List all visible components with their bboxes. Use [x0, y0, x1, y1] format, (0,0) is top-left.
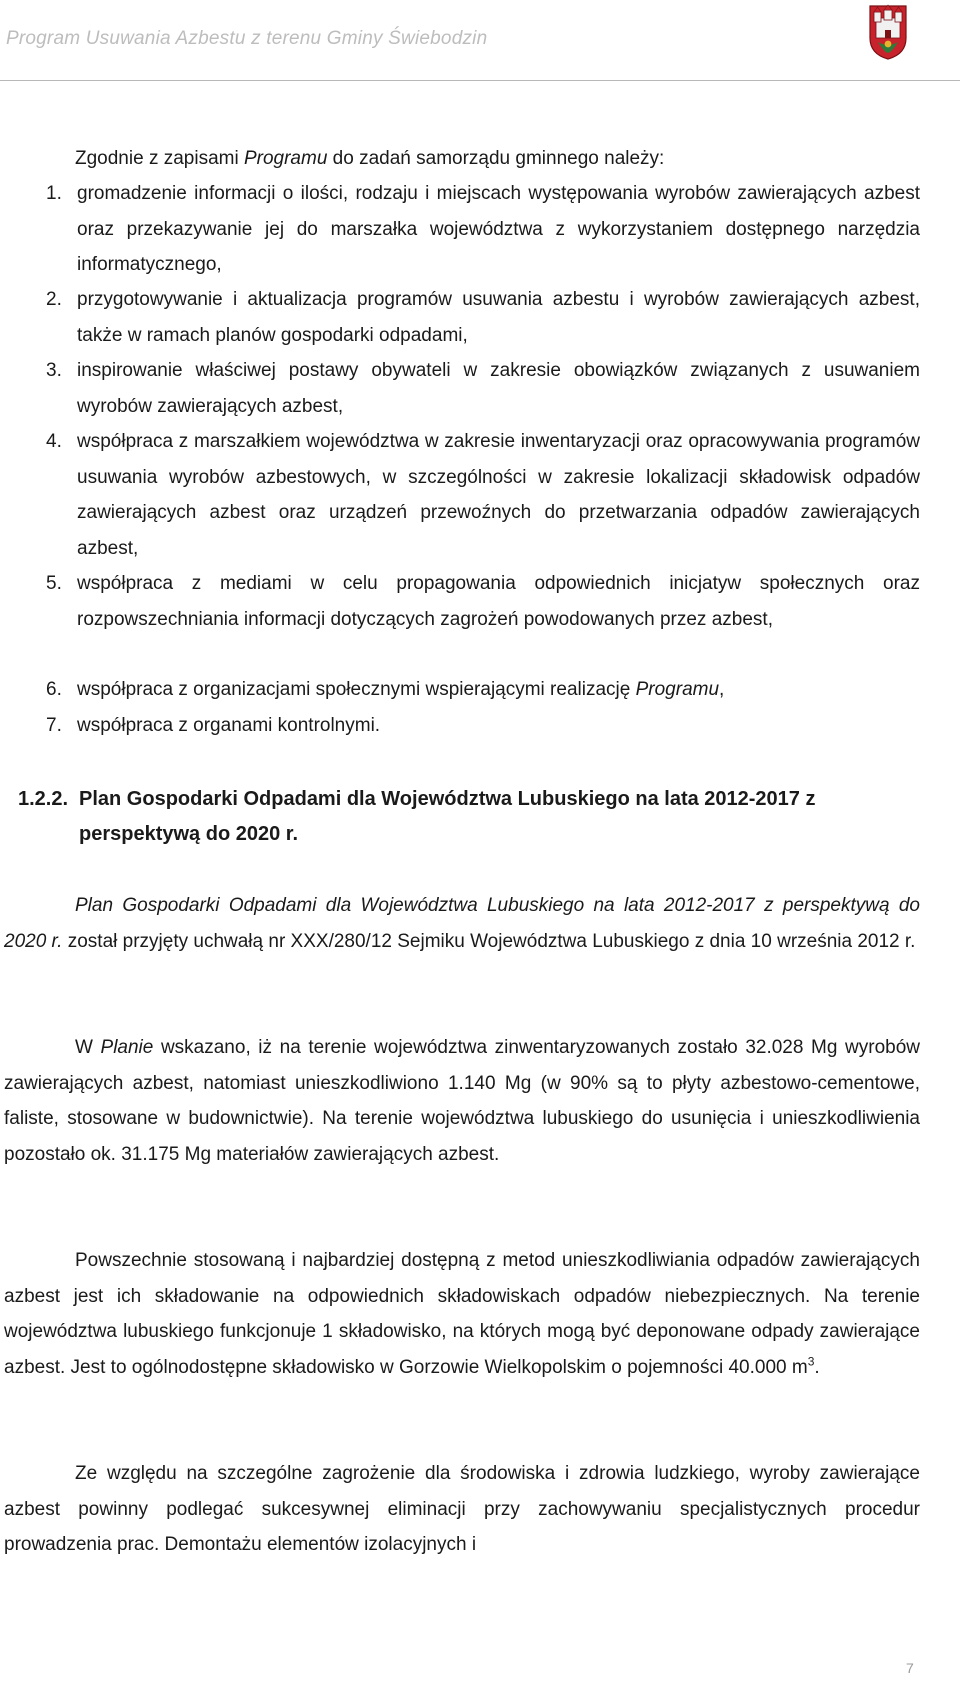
page-number: 7 [906, 1660, 914, 1676]
list-item-text: współpraca z organami kontrolnymi. [77, 715, 381, 736]
list-item-number: 6. [46, 679, 62, 700]
list-item-text [77, 672, 920, 708]
landfill-text-end: . [814, 1356, 820, 1378]
landfill-text: Powszechnie stosowaną i najbardziej dostępną z metod unieszkodliwiania odpadów zawierających azbest jest ich składowanie na odpowiednich składowiskach odpadów niebezpiecznych. Na terenie województwa lubuskiego funkcjonuje 1 składowisko, na których mogą być deponowane odpady zawierające azbest. Jest to ogólnodostępne składowisko w Gorzowie Wielkopolskim o pojemności 40.000 m [4, 1250, 920, 1378]
intro-text-after: do zadań samorządu gminnego należy: [327, 148, 665, 169]
list-item-number: 5. [46, 573, 62, 594]
page-header [0, 0, 960, 81]
list-item-text-after: , [719, 679, 725, 700]
list-item-text: przygotowywanie i aktualizacja programów usuwania azbestu i wyrobów zawierających azbest, także w ramach planów gospodarki odpadami, [77, 289, 920, 346]
intro-emphasis: Programu [243, 148, 328, 169]
list-item-text: współpraca z mediami w celu propagowania odpowiednich inicjatyw społecznych oraz rozpowszechniania informacji dotyczących zagrożeń powodowanych przez azbest, [77, 573, 920, 630]
plan-title-emphasis: Plan Gospodarki Odpadami dla Województwa Lubuskiego na lata 2012-2017 z perspektywą do 2020 r. [4, 895, 920, 952]
list-item-number: 4. [46, 431, 62, 452]
inventory-text: wskazano, iż na terenie województwa zinwentaryzowanych zostało 32.028 Mg wyrobów zawierających azbest, natomiast unieszkodliwiono 1.140 Mg (w 90% są to płyty azbestowo-cementowe, faliste, stosowane w budownictwie). Na terenie województwa lubuskiego do usunięcia i unieszkodliwienia pozostało ok. 31.175 Mg materiałów zawierających azbest. [4, 1037, 920, 1165]
elimination-text: Ze względu na szczególne zagrożenie dla środowiska i zdrowia ludzkiego, wyroby zawierające azbest powinny podlegać sukcesywnej eliminacji przy zachowywaniu specjalistycznych procedur prowadzenia prac. Demontażu elementów izolacyjnych i [4, 1463, 920, 1555]
intro-paragraph [75, 141, 885, 177]
section-title: Plan Gospodarki Odpadami dla Województwa Lubuskiego na lata 2012-2017 z perspektywą do 2020 r. [79, 788, 816, 845]
paragraph-elimination [4, 1456, 920, 1563]
intro-text-before: Zgodnie z zapisami [75, 148, 244, 169]
header-title: Program Usuwania Azbestu z terenu Gminy Świebodzin [6, 28, 488, 49]
list-item-text: współpraca z marszałkiem województwa w zakresie inwentaryzacji oraz opracowywania programów usuwania wyrobów azbestowych, w szczególności w zakresie lokalizacji składowisk odpadów zawierających azbest oraz urządzeń przewoźnych do przetwarzania odpadów zawierających azbest, [77, 431, 920, 559]
inventory-text-before: W [75, 1037, 101, 1058]
list-item-number: 3. [46, 360, 62, 381]
paragraph-landfill [4, 1243, 920, 1385]
list-item-text: gromadzenie informacji o ilości, rodzaju i miejscach występowania wyrobów zawierających azbest oraz przekazywanie jej do marszałka województwa z wykorzystaniem dostępnego narzędzia informatycznego, [77, 183, 920, 275]
paragraph-inventory [4, 1030, 920, 1172]
inventory-emphasis: Planie [100, 1037, 154, 1058]
list-item-number: 2. [46, 289, 62, 310]
coat-of-arms-icon [868, 4, 908, 60]
list-item-text-before: współpraca z organizacjami społecznymi wspierającymi realizację [77, 679, 636, 700]
list-item-number: 1. [46, 183, 62, 204]
list-item-emphasis: Programu [635, 679, 720, 700]
list-item-number: 7. [46, 715, 62, 736]
plan-adoption-text: został przyjęty uchwałą nr XXX/280/12 Sejmiku Województwa Lubuskiego z dnia 10 września 2012 r. [62, 930, 916, 952]
section-number: 1.2.2. [18, 788, 69, 810]
paragraph-plan-adoption [4, 888, 920, 959]
superscript: 3 [807, 1354, 815, 1369]
list-item-text: inspirowanie właściwej postawy obywateli w zakresie obowiązków związanych z usuwaniem wyrobów zawierających azbest, [77, 360, 920, 417]
